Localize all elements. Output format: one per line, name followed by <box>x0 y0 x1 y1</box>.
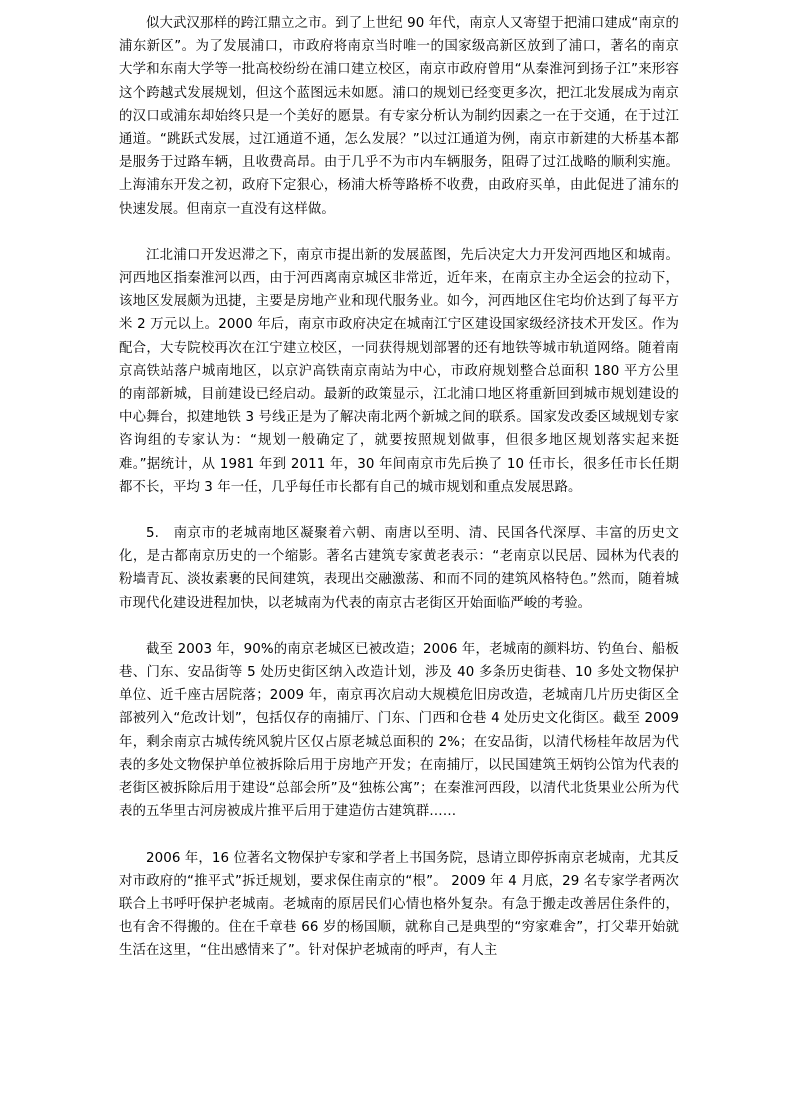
document-body <box>119 12 679 963</box>
paragraph-expert-petition: 2006 年，16 位著名文物保护专家和学者上书国务院，恳请立即停拆南京老城南，尤其反对市政府的“推平式”拆迁规划，要求保住南京的“根”。 2009 年 4 月底，29 名专家学者两次联合上书呼吁保护老城南。老城南的原居民们心情也格外复杂。有急于搬走改善居住条件的，也有舍不得搬的。住在千章巷 66 岁的杨国顺，就称自己是典型的“穷家难舍”，打父辈开始就生活在这里，“住出感情来了”。针对保护老城南的呼声，有人主 <box>119 850 679 959</box>
paragraph-renovation-statistics: 截至 2003 年，90%的南京老城区已被改造；2006 年，老城南的颜料坊、钓鱼台、船板巷、门东、安品街等 5 处历史街区纳入改造计划，涉及 40 多条历史街巷、10 多处文物保护单位、近千座古居院落；2009 年，南京再次启动大规模危旧房改造，老城南几片历史街区全部被列入“危改计划”，包括仅存的南捕厅、门东、门西和仓巷 4 处历史文化街区。截至 2009 年，剩余南京古城传统风貌片区仅占原老城总面积的 2%；在安品街，以清代杨桂年故居为代表的多处文物保护单位被拆除后用于房地产开发；在南捕厅，以民国建筑王炳钧公馆为代表的老街区被拆除后用于建设“总部会所”及“独栋公寓”；在秦淮河西段，以清代北货果业公所为代表的五华里古河房被成片推平后用于建造仿古建筑群…… <box>119 641 679 820</box>
paragraph-old-chengnan-history: 5. 南京市的老城南地区凝聚着六朝、南唐以至明、清、民国各代深厚、丰富的历史文化，是古都南京历史的一个缩影。著名古建筑专家黄老表示：“老南京以民居、园林为代表的粉墙青瓦、淡妆素裹的民间建筑，表现出交融激荡、和而不同的建筑风格特色。”然而，随着城市现代化建设进程加快，以老城南为代表的南京古老街区开始面临严峻的考验。 <box>119 526 679 611</box>
paragraph-hexi-chengnan-planning: 江北浦口开发迟滞之下，南京市提出新的发展蓝图，先后决定大力开发河西地区和城南。河西地区指秦淮河以西，由于河西离南京城区非常近，近年来，在南京主办全运会的拉动下，该地区发展颇为迅捷，主要是房地产业和现代服务业。如今，河西地区住宅均价达到了每平方米 2 万元以上。2000 年后，南京市政府决定在城南江宁区建设国家级经济技术开发区。作为配合，大专院校再次在江宁建立校区，一同获得规划部署的还有地铁等城市轨道网络。随着南京高铁站落户城南地区，以京沪高铁南京南站为中心，市政府规划整合总面积 180 平方公里的南部新城，目前建设已经启动。最新的政策显示，江北浦口地区将重新回到城市规划建设的中心舞台，拟建地铁 3 号线正是为了解决南北两个新城之间的联系。国家发改委区域规划专家咨询组的专家认为：“规划一般确定了，就要按照规划做事，但很多地区规划落实起来挺难。”据统计，从 1981 年到 2011 年，30 年间南京市先后换了 10 任市长，很多任市长任期都不长，平均 3 年一任，几乎每任市长都有自己的城市规划和重点发展思路。 <box>119 247 679 495</box>
paragraph-pukou-development: 似大武汉那样的跨江鼎立之市。到了上世纪 90 年代，南京人又寄望于把浦口建成“南京的浦东新区”。为了发展浦口，市政府将南京当时唯一的国家级高新区放到了浦口，著名的南京大学和东南大学等一批高校纷纷在浦口建立校区，南京市政府曾用“从秦淮河到扬子江”来形容这个跨越式发展规划，但这个蓝图远未如愿。浦口的规划已经变更多次，把江北发展成为南京的汉口或浦东却始终只是一个美好的愿景。有专家分析认为制约因素之一在于交通，在于过江通道。“跳跃式发展，过江通道不通，怎么发展？”以过江通道为例，南京市新建的大桥基本都是服务于过路车辆，且收费高昂。由于几乎不为市内车辆服务，阻碍了过江战略的顺利实施。上海浦东开发之初，政府下定狠心，杨浦大桥等路桥不收费，由政府买单，由此促进了浦东的快速发展。但南京一直没有这样做。 <box>119 16 679 217</box>
